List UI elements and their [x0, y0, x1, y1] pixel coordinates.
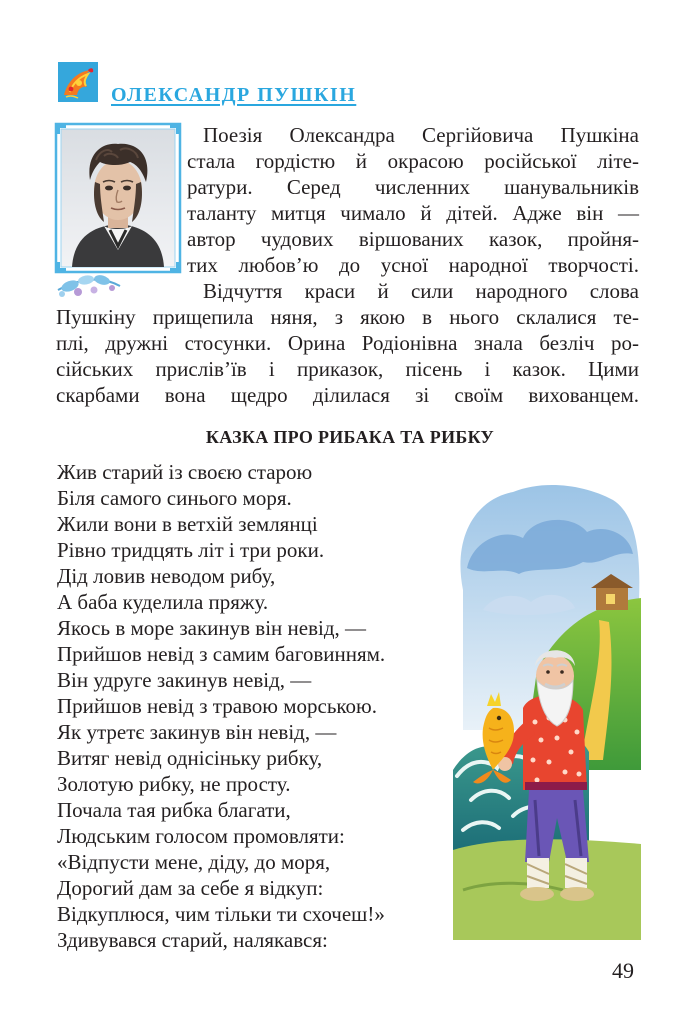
poem-line: Прийшов невід з самим баговинням.	[57, 642, 386, 666]
portrait-illustration	[50, 120, 184, 302]
poem-line: А баба куделила пряжу.	[57, 590, 269, 614]
poem-line: Прийшов невід з травою морською.	[57, 694, 377, 718]
poem-line: Почала тая рибка благати,	[57, 798, 291, 822]
biography-line: стала гордістю й окрасою російської літе-	[187, 149, 639, 173]
biography-line: Відчуття краси й сили народного слова	[203, 279, 639, 303]
biography-line: плі, дружні стосунки. Орина Родіонівна знала безліч ро-	[56, 331, 639, 355]
poem-line: Жили вони в ветхій землянці	[57, 512, 318, 536]
biography-line: скарбами вона щедро ділилася зі своїм вихованцем.	[56, 383, 639, 407]
poem-line: Якось в море закинув він невід, —	[57, 616, 367, 640]
author-name: ОЛЕКСАНДР ПУШКІН	[111, 84, 357, 106]
firebird-icon	[58, 62, 98, 102]
biography-line: Пушкіну прищепила няня, з якою в нього склалися те-	[56, 305, 639, 329]
fisherman-with-golden-fish-illustration	[453, 470, 641, 940]
page-number: 49	[612, 958, 634, 983]
poem-line: Біля самого синього моря.	[57, 486, 292, 510]
poem-line: Дід ловив неводом рибу,	[57, 564, 276, 588]
poem-line: Здивувався старий, налякався:	[57, 928, 328, 952]
poem-line: Жив старий із своєю старою	[57, 460, 313, 484]
poem-line: Він удруге закинув невід, —	[57, 668, 312, 692]
poem-line: Рівно тридцять літ і три роки.	[57, 538, 325, 562]
biography-line: Поезія Олександра Сергійовича Пушкіна	[203, 123, 639, 147]
poem-line: Відкуплюся, чим тільки ти схочеш!»	[57, 902, 385, 926]
biography-line: тих любов’ю до усної народної творчості.	[187, 253, 639, 277]
biography-line: сійських прислів’їв і приказок, пісень і казок. Цими	[56, 357, 639, 381]
biography-line: таланту митця чимало й дітей. Адже він —	[187, 201, 639, 225]
poem-line: «Відпусти мене, діду, до моря,	[57, 850, 331, 874]
poem-line: Людським голосом промовляти:	[57, 824, 345, 848]
biography-line: автор чудових віршованих казок, пройня-	[187, 227, 639, 251]
poem-line: Золотую рибку, не просту.	[57, 772, 291, 796]
poem-line: Як утретє закинув він невід, —	[57, 720, 337, 744]
biography-line: ратури. Серед численних шанувальників	[187, 175, 639, 199]
poem-line: Дорогий дам за себе я відкуп:	[57, 876, 324, 900]
poem-line: Витяг невід однісіньку рибку,	[57, 746, 323, 770]
poem-title: КАЗКА ПРО РИБАКА ТА РИБКУ	[205, 427, 495, 447]
